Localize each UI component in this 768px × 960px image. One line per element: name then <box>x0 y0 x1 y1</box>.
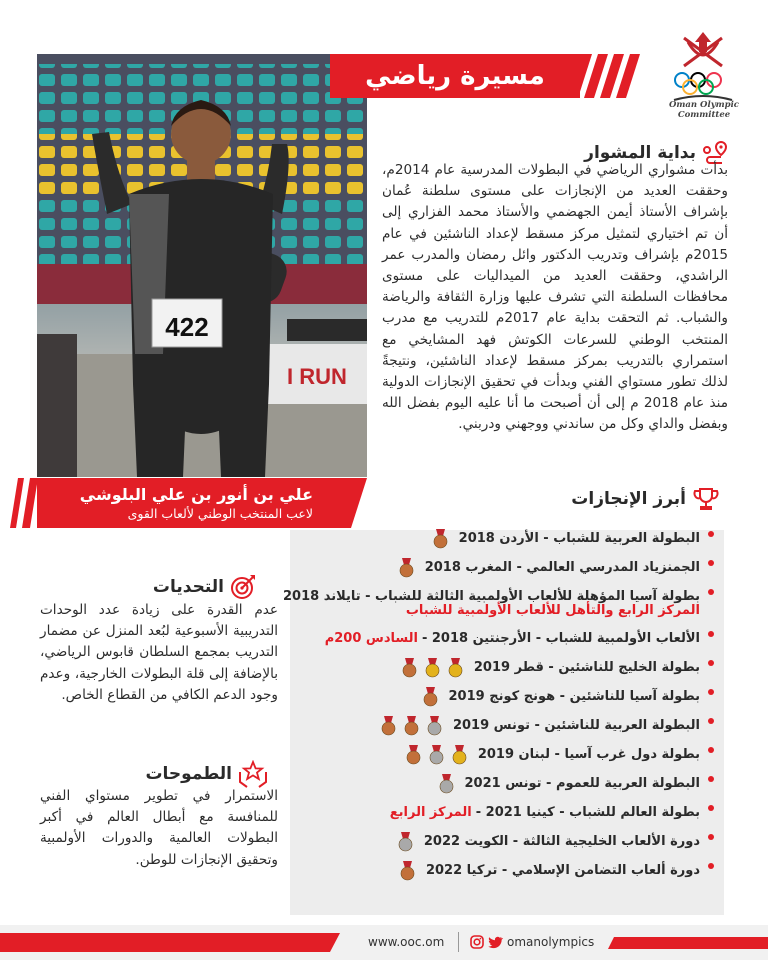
achievement-text: البطولة العربية للعموم - تونس 2021 <box>464 776 700 791</box>
athlete-photo <box>37 54 367 477</box>
challenges-heading-text: التحديات <box>152 577 224 597</box>
achievement-item <box>274 711 714 740</box>
page-title: مسيرة رياضي <box>365 61 545 91</box>
achievement-row <box>274 740 700 769</box>
page-title-banner <box>330 54 580 98</box>
svg-text:I RUN: I RUN <box>287 364 347 389</box>
athlete-name-banner <box>37 478 329 528</box>
footer-divider <box>458 932 459 952</box>
oman-olympic-emblem <box>660 28 746 108</box>
achievement-text: بطولة الخليج للناشئين - قطر 2019 <box>473 660 700 675</box>
twitter-icon <box>488 936 503 949</box>
achievement-text: البطولة العربية للشباب - الأردن 2018 <box>458 531 700 546</box>
achievement-row <box>274 827 700 856</box>
medal-group <box>432 529 449 549</box>
medal-group <box>399 861 416 881</box>
achievement-item <box>274 653 714 682</box>
title-stripes <box>578 54 656 98</box>
athlete-figure <box>37 54 367 477</box>
achievement-item <box>274 524 714 553</box>
footer-accent-bar <box>0 925 352 960</box>
achievement-text: دورة الألعاب الخليجية الثالثة - الكويت 2022 <box>423 834 700 849</box>
achievements-list <box>274 524 714 885</box>
achievement-row <box>274 682 700 711</box>
achievement-note: السادس 200م <box>324 631 418 646</box>
ambitions-heading <box>145 760 268 788</box>
hands-star-icon <box>238 760 268 788</box>
ambitions-heading-text: الطموحات <box>145 764 232 784</box>
bronze-medal-icon <box>398 558 415 578</box>
bronze-medal-icon <box>422 687 439 707</box>
silver-medal-icon <box>428 745 445 765</box>
logo-caption: Oman Olympic Committee <box>669 100 739 120</box>
achievement-row <box>274 653 700 682</box>
achievement-row <box>274 624 700 653</box>
achievement-note: المركز الرابع والتأهل للألعاب الأولمبية للشباب <box>405 603 700 618</box>
achievement-note: المركز الرابع <box>389 805 472 820</box>
silver-medal-icon <box>438 774 455 794</box>
medal-group <box>405 745 468 765</box>
achievement-item <box>274 582 714 618</box>
medal-group <box>398 558 415 578</box>
gold-medal-icon <box>447 658 464 678</box>
bronze-medal-icon <box>405 745 422 765</box>
gold-medal-icon <box>451 745 468 765</box>
achievement-text: بطولة دول غرب آسيا - لبنان 2019 <box>477 747 700 762</box>
achievement-item <box>274 553 714 582</box>
achievement-text: الألعاب الأولمبية للشباب - الأرجنتين 2018 - <box>421 631 700 646</box>
footer-website[interactable]: www.ooc.om <box>368 935 445 949</box>
medal-group <box>422 687 439 707</box>
medal-group <box>438 774 455 794</box>
achievements-heading-text: أبرز الإنجازات <box>571 489 686 509</box>
athlete-role: لاعب المنتخب الوطني لألعاب القوى <box>127 506 313 521</box>
challenges-body: عدم القدرة على زيادة عدد الوحدات التدريبية الأسبوعية لبُعد المنزل عن مضمار التدريب بمجمع السلطان قابوس الرياضي، بالإضافة إلى قلة البطولات الخارجية، وعدم وجود الدعم الكافي من القطاع الخاص. <box>40 602 278 703</box>
athlete-name: علي بن أنور بن علي البلوشي <box>79 485 313 504</box>
medal-group <box>380 716 443 736</box>
achievement-item <box>274 740 714 769</box>
achievement-item <box>274 682 714 711</box>
bronze-medal-icon <box>380 716 397 736</box>
achievement-text: بطولة آسيا المؤهلة للألعاب الأولمبية الثالثة للشباب - تايلاند 2018 <box>282 589 700 604</box>
achievement-row <box>274 798 700 827</box>
achievement-item <box>274 624 714 653</box>
achievement-item <box>274 798 714 827</box>
challenges-heading <box>153 574 256 600</box>
gold-medal-icon <box>424 658 441 678</box>
achievement-item <box>274 856 714 885</box>
achievement-text: البطولة العربية للناشئين - تونس 2019 <box>452 718 700 733</box>
silver-medal-icon <box>397 832 414 852</box>
start-body: بدأت مشواري الرياضي في البطولات المدرسية عام 2014م، وحققت العديد من الإنجازات على مستوى سلطنة عُمان بإشراف الأستاذ أيمن الجهضمي والأستاذ محمد الفزاري إلى أن تم اختياري لتمثيل مركز مسقط لإعداد الناشئين في عام 2015م بإشراف وتدريب الدكتور وائل رمضان والمدرب عمر الراشدي، وحققت العديد من الميداليات على مستوى محافظات السلطنة التي تشرف عليها وزارة الثقافة والرياضة والشباب. ثم التحقت بداية عام 2017م للتدريب مع مدرب المنتخب الوطني للسرعات الكوتش فهد المشايخي مع استمراري بالتدريب بمركز مسقط لإعداد الناشئين، ونتيجةً لذلك تطور مستواي الفني وبدأت في تحقيق الإنجازات الدولية منذ عام 2018 م إلى أن أصبحت ما أنا عليه اليوم بفضل الله وبفضل والداي وكل من ساندني ووجهني ودربني. <box>382 162 728 433</box>
start-heading-text: بداية المشوار <box>584 143 696 163</box>
instagram-icon <box>470 935 484 949</box>
achievement-item <box>274 769 714 798</box>
ambitions-body: الاستمرار في تطوير مستواي الفني للمنافسة مع أبطال العالم في أكبر البطولات العالمية والدورات الأولمبية وتحقيق الإنجازات للوطن. <box>40 788 278 868</box>
achievement-text: بطولة آسيا للناشئين - هونج كونج 2019 <box>448 689 700 704</box>
achievement-row <box>274 524 700 553</box>
achievement-row <box>274 553 700 582</box>
achievement-text: بطولة العالم للشباب - كينيا 2021 - <box>475 805 700 820</box>
medal-group <box>401 658 464 678</box>
target-icon <box>230 574 256 600</box>
silver-medal-icon <box>426 716 443 736</box>
bronze-medal-icon <box>401 658 418 678</box>
footer-social-handle: omanolympics <box>507 935 595 949</box>
bib-number: 422 <box>165 312 209 342</box>
achievement-row <box>274 711 700 740</box>
bronze-medal-icon <box>403 716 420 736</box>
trophy-icon <box>692 486 720 512</box>
bronze-medal-icon <box>432 529 449 549</box>
bronze-medal-icon <box>399 861 416 881</box>
achievement-row <box>274 769 700 798</box>
achievement-text: دورة ألعاب التضامن الإسلامي - تركيا 2022 <box>425 863 700 878</box>
achievement-row <box>274 856 700 885</box>
name-stripes <box>10 478 38 528</box>
achievement-item <box>274 827 714 856</box>
medal-group <box>397 832 414 852</box>
footer-tail-bar <box>604 935 768 951</box>
achievement-text: الجمنزياد المدرسي العالمي - المغرب 2018 <box>424 560 700 575</box>
name-banner-tail <box>329 478 367 528</box>
footer-social[interactable] <box>470 935 594 949</box>
achievements-heading <box>571 486 720 512</box>
